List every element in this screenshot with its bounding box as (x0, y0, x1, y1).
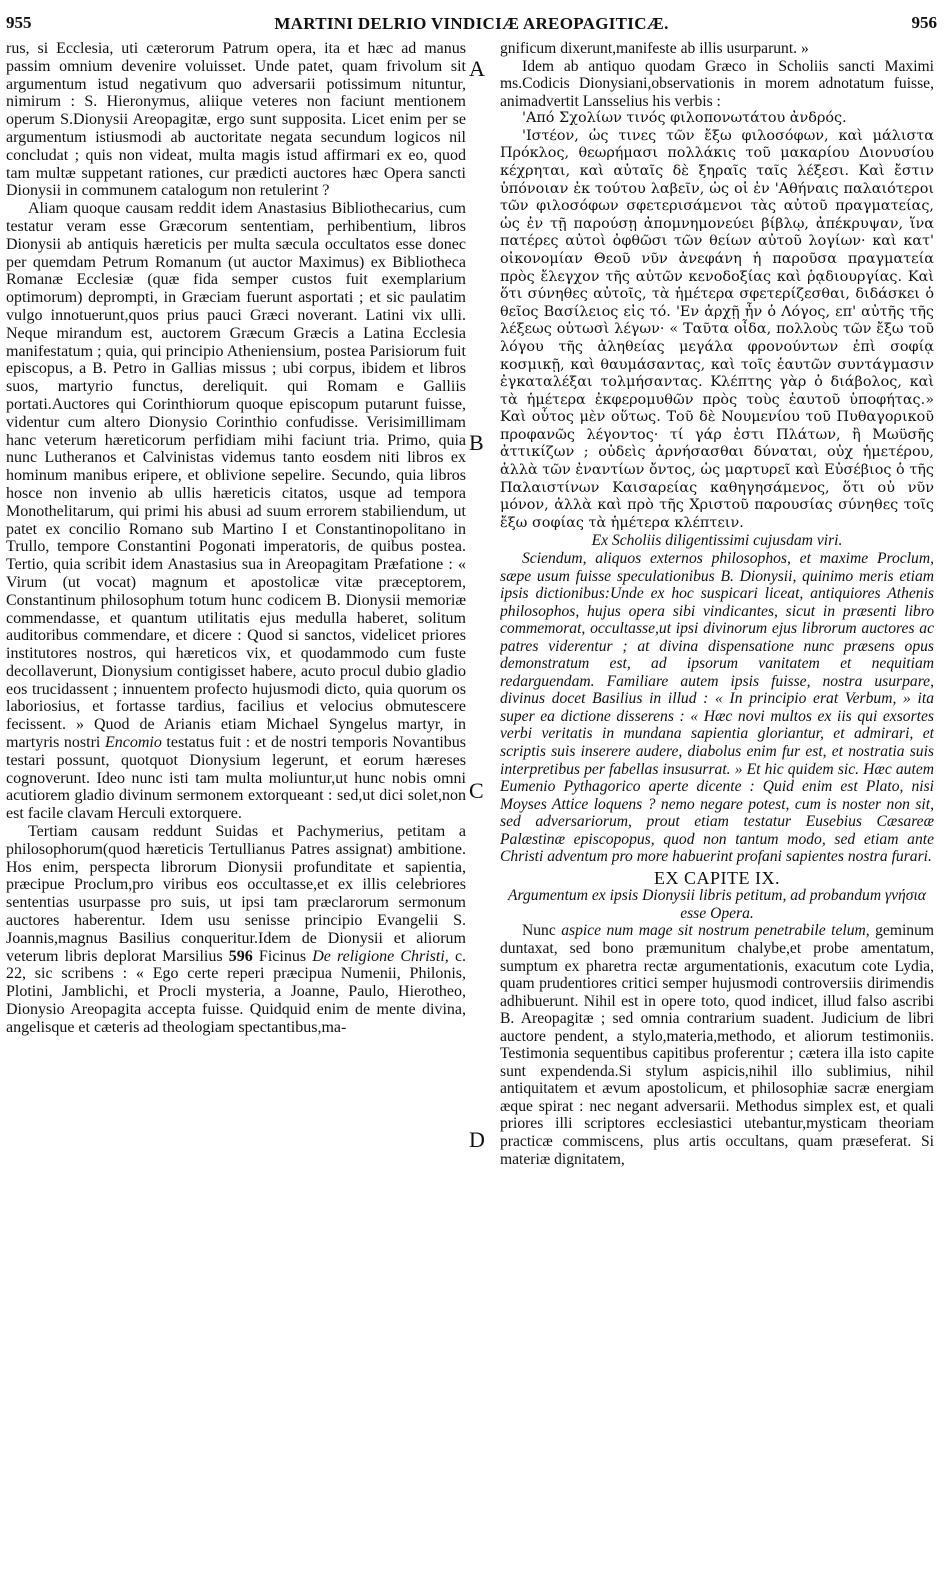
left-p3-end: c. 22, sic scribens : « Ego certe reperi præcipua Numenii, Philonis, Plotini, Jamblichi, et Procli mysteria, a Joanne, Paulo, Hierotheo, Dionysio Areopagita accepta fuisse. Quidquid enim de mente divina, angelisque et cæteris ad theologiam spectantibus,ma- (6, 947, 466, 1036)
final-italic: aspice num mage sit nostrum penetrabile telum, (561, 922, 870, 940)
final-end: geminum duntaxat, sed bono præmunitum chalybe,et probe amentatum, sumptum ex pharetra rectæ argumentationis, exacutum cote Lydia, quam prudentiores critici semper hujusmodi controversiis dirimendis adhibuerunt. Nihil est in opere toto, quod indicet, illud falso ascribi B. Areopagitæ ; sed omnia contrarium suadent. Judicium de libri auctore pendent, a stylo,materia,methodo, et aliorum testimoniis. Testimonia sequentibus capitibus proferentur ; cætera illa isto capite sunt expendenda.Si stylum aspicis,nihil illo sublimius, nihil antiquitatem et ævum apostolicum, et philosophiæ sacræ energiam æque spirat : nec negant adversarii. Methodus simplex est, et quali priores illi scriptores ecclesiastici utebantur,mysticam theoriam practicæ commiscens, plus artis occultans, quam præseferat. Si materiæ dignitatem, (500, 922, 934, 1168)
latin-scholia-body: Sciendum, aliquos externos philosophos, et maxime Proclum, sæpe usum fuisse speculationibus B. Dionysii, quinimo meris etiam ipsis dictionibus:Unde ex hoc suspicari liceat, antiquiores Athenis philosophos, hujus opera sibi vindicantes, sicut in præsenti libro commemorat, occultasse,ut ipsi divinorum ejus librorum auctores ac patres viderentur ; at divina dispensatione nunc præsens opus demonstratum est, ad ipsorum vanitatem et nequitiam redarguendam. Familiare autem ipsis fuisse, nostra usurpare, divinus docet Basilius in illud : « In principio erat Verbum, » ita super ea dictione disserens : « Hæc novi multos ex iis qui exsortes verbi veritatis in mundana sapientia gloriantur, et admirari, et scriptis suis inserere audere, diabolus enim fur est, et nostratia suis interpretibus per fabellas insusurrat. » Et hic quidem sic. Hæc autem Eumenio Pythagorico aperte dicente : Quid enim est Plato, nisi Moyses Attice loquens ? nemo negare potest, cum is noster non sit, sed adversariorum, prout etiam testatur Eusebius Cæsareæ Palæstinæ episcopopus, quod non tantum modo, sed etiam ante Christi adventum pro more habuerint profani sapientes nostra furari. (500, 549, 934, 866)
left-p3-mid: Ficinus (258, 947, 307, 965)
margin-number-596: 596 (228, 947, 253, 965)
margin-letter-d: D (469, 1127, 485, 1152)
right-paragraph-1: gnificum dixerunt,manifeste ab illis usurparunt. » (500, 40, 809, 57)
right-final-paragraph (500, 922, 934, 1168)
running-title: MARTINI DELRIO VINDICIÆ AREOPAGITICÆ. (274, 14, 669, 33)
right-paragraph-2: Idem ab antiquo quodam Græco in Scholiis sancti Maximi ms.Codicis Dionysiani,observationis in morem adnotatum fuisse, animadvertit Lansselius his verbis : (500, 57, 934, 110)
chapter-subheading: Argumentum ex ipsis Dionysii libris petitum, ad probandum γνήσια esse Opera. (508, 887, 926, 922)
running-header (6, 13, 937, 39)
greek-scholia-title: 'Από Σχολίων τινός φιλοπονωτάτου ἀνδρός. (522, 110, 847, 127)
left-p2-italic: Encomio (104, 734, 162, 752)
left-p2-text: Aliam quoque causam reddit idem Anastasius Bibliothecarius, cum testatur veram esse Græcorum sententiam, perhibentium, libros Dionysii ab antiquis hæreticis per multa sæcula occultatos esse donec per quemdam Petrum Romanum (ut auctor Maximus) ex Bibliotheca Romanæ Ecclesiæ (quæ fida semper custos fuit exemplarium optimorum) deprompti, in Græciam fuerunt asportati ; et sic paulatim vulgo innotuerunt,quos prius pauci Græci noverant. Latini vix ulli. Neque mirandum est, auctorem Græcum Græcis a Latina Ecclesia manifestatum ; quia, qui principio Atheniensium, postea Parisiorum fuit episcopus, a B. Petro in Gallias missus ; ubi corpus, ibidem et libros suos, martyrio functus, dereliquit. qui Romam e Galliis portati.Auctores qui Corinthiorum quoque episcopum putarunt fuisse, videntur cum altero Dionysio Corinthio confudisse. Verisimillimam hanc veterum hæreticorum perfidiam mihi faciunt tria. Primo, quia nunc Lutheranos et Calvinistas videmus tanto eosdem niti libros ex hominum manibus eripere, et oblivione sepelire. Secundo, quia libros hosce non invenio ab ullis hæreticis citatos, usque ad tempora Monothelitarum, qui primi his abusi ad suum errorem stabiliendum, ut patet ex concilio Romano sub Martino I et Constantinopolitano in Trullo, tempore Constantini Pogonati imperatoris, de quibus postea. Tertio, quia scribit idem Anastasius sua in Areopagitam Præfatione : « Virum (ut vocat) magnum et apostolicæ vitæ præceptorem, Constantinum philosophum totum hunc codicem B. Dionysii memoriæ commendasse, et quantum utilitatis ejus medulla haberet, solitum auditoribus commendare, et dicere : Quod si sanctos, videlicet priores institutores nostros, qui hæreticos vix, et quodammodo cum fuste decollaverunt, Dionysium contigisset habere, acuto procul dubio gladio eos trucidassent ; innuentem profecto hujusmodi dicto, quia quorum os laboriosius, et fortasse tardius, facilius et velocius obmutescere fecissent. » Quod de Arianis etiam Michael Syngelus martyr, in martyris nostri (6, 200, 466, 752)
chapter-heading: EX CAPITE IX. (654, 867, 780, 888)
left-paragraph-2 (6, 200, 466, 823)
margin-letter-a: A (469, 56, 485, 81)
final-start: Nunc (522, 922, 556, 940)
margin-letter-c: C (469, 778, 484, 803)
left-p3-italic: De religione Christi, (312, 947, 449, 965)
latin-scholia-title: Ex Scholiis diligentissimi cujusdam viri. (591, 532, 843, 550)
left-paragraph-3 (6, 823, 466, 1037)
left-p2-end: testatus fuit : et de nostri temporis Novantibus testari possunt, quotquot Dionysium legerunt, et eorum hæreses cognoverunt. Ideo nunc isti tam multa moliuntur,ut hunc nobis omni acutiorem gladio divinum sermonem extorqueant : sed,ut dici solet,non est facile clavam Herculi extorquere. (6, 734, 466, 823)
margin-letter-b: B (469, 430, 484, 455)
left-column (6, 40, 466, 1581)
page-number-left: 955 (6, 13, 32, 32)
page-number-right: 956 (911, 13, 937, 32)
greek-scholia-body: 'Ιστέον, ὡς τινες τῶν ἔξω φιλοσόφων, καὶ μάλιστα Πρόκλος, θεωρήμασι πολλάκις τοῦ μακαρίου Διονυσίου κέχρηται, καὶ αὐταῖς δὲ ξηραῖς ταῖς λέξεσι. Καὶ ἔστιν ὑπόνοιαν ἐκ τούτου λαβεῖν, ὡς οἱ ἐν 'Αθήναις παλαιότεροι τῶν φιλοσόφων σφετερισάμενοι τὰς αὐτοῦ πραγματείας, ὡς ἐν τῇ παρούσῃ ἀπομνημονεύει βίβλῳ, ἀπέκρυψαν, ἵνα πατέρες αὐτοὶ ὀφθῶσι τῶν θείων αὐτοῦ λογίων· καὶ κατ' οἰκονομίαν Θεοῦ νῦν ἀνεφάνη ἡ παροῦσα πραγματεία πρὸς ἔλεγχον τῆς αὐτῶν κενοδοξίας καὶ ῥᾳδιουργίας. Καὶ ὅτι σύνηθες αὐτοῖς, τὰ ἡμέτερα σφετερίζεσθαι, διδάσκει ὁ θεῖος Βασίλειος εἰς τό. 'Εν ἀρχῇ ἦν ὁ Λόγος, επ' αὐτῆς τῆς λέξεως οὑτωσὶ λέγων· « Ταῦτα οἶδα, πολλοὺς τῶν ἔξω τοῦ λόγου τῆς ἀληθείας μεγάλα φρονούντων ἐπὶ σοφίᾳ κοσμικῇ, καὶ θαυμάσαντας, καὶ τοῖς ἑαυτῶν συντάγμασιν ἐγκαταλέξαι τολμήσαντας. Κλέπτης γὰρ ὁ διάβολος, καὶ τὰ ἡμέτερα ἐκφερομυθῶν πρὸς τοὺς ἑαυτοῦ ὑποφήτας.» Καὶ οὗτος μὲν οὕτως. Τοῦ δὲ Νουμενίου τοῦ Πυθαγορικοῦ προφανῶς λέγοντος· τί γάρ ἐστι Πλάτων, ἢ Μωϋσῆς ἀττικίζων ; οὐδεὶς ἀρνήσασθαι δύναται, οὐχ ἡμετέρου, ἀλλὰ τῶν ἐναντίων ὄντος, ὡς μαρτυρεῖ καὶ Εὐσέβιος ὁ τῆς Παλαιστίνων Καισαρείας καθηγησάμενος, ὅτι οὐ νῦν μόνον, ἀλλὰ καὶ πρὸ τῆς Χριστοῦ παρουσίας σύνηθες τοῖς ἔξω σοφίας τὰ ἡμέτερα κλέπτειν. (500, 127, 934, 531)
left-p3-start: Tertiam causam reddunt Suidas et Pachymerius, petitam a philosophorum(quod hæreticis Tertullianus Patres assignat) ambitione. Hos enim, perspecta librorum Dionysii profunditate et sapientia, præcipue Proclum,pro viribus eos occultasse,et ex illis celebriores sententias usurpasse pro suis, ut ipsi tam præclarorum sermonum auctores haberentur. Idem usu senisse principio Evangelii S. Joannis,magnus Basilius conqueritur.Idem de Dionysii et aliorum veterum libris deplorat Marsilius (6, 823, 466, 965)
right-column (500, 40, 934, 1581)
left-paragraph-1: rus, si Ecclesia, uti cæterorum Patrum opera, ita et hæc ad manus passim omnium devenire voluisset. Unde patet, quam frivolum sit argumentum istud negativum quo adversarii potissimum nituntur, nimirum : S. Hieronymus, aliique veteres non faciunt mentionem operum S.Dionysii Areopagitæ, ergo sunt supposita. Licet enim per se argumentum istiusmodi ab auctoritate negata secundum logicos nil concludat ; quis non videat, multa magis istud affirmari ex eo, quod tam multæ suppetant rationes, cur prædicti auctores hæc Opera sancti Dionysii in communem catalogum non retulerint ? (6, 40, 466, 200)
